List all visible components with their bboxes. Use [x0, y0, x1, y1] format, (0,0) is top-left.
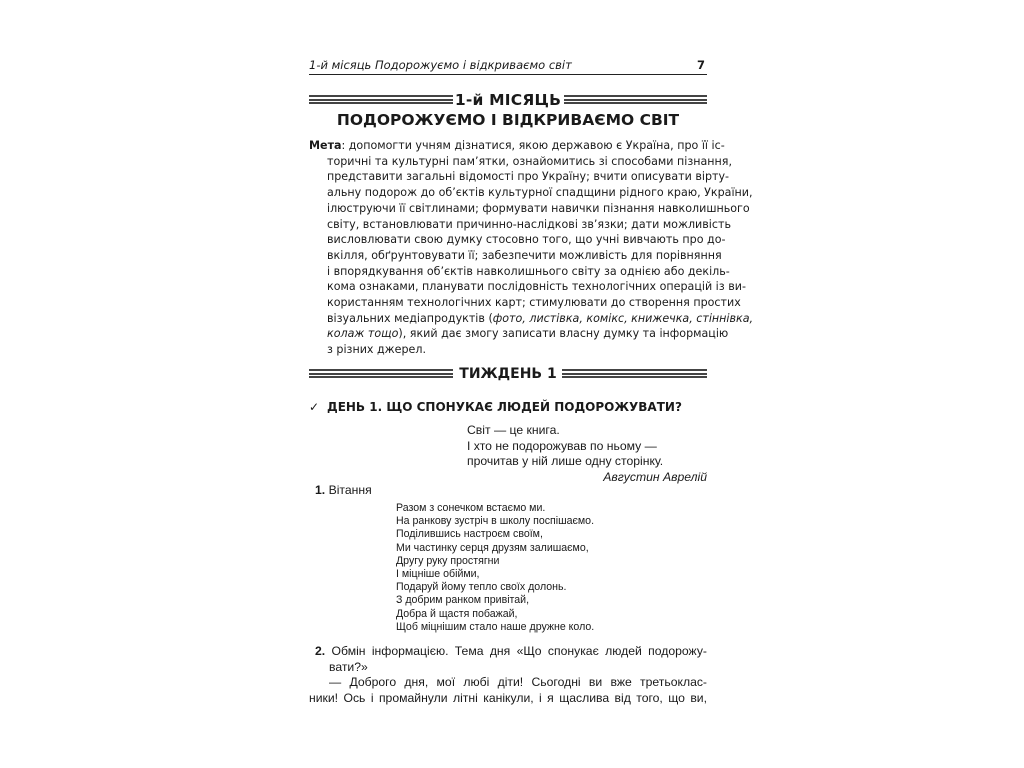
page-number: 7 — [696, 58, 705, 72]
info-line: вати?» — [329, 659, 368, 674]
poem-line: Подаруй йому тепло своїх долонь. — [396, 581, 567, 594]
poem-line: Ми частинку серця друзям залишаємо, — [396, 541, 589, 554]
epigraph — [467, 423, 707, 485]
poem-line: І міцніше обійми, — [396, 568, 480, 581]
checkmark-icon: ✓ — [309, 400, 320, 414]
goal-line: висловлювати свою думку стосовно того, що учні вивчають про до- — [327, 233, 726, 247]
info-line: Обмін інформацією. Тема дня «Що спонукає людей подорожу- — [331, 644, 707, 658]
poem-line: Щоб міцнішим стало наше дружне коло. — [396, 620, 595, 633]
goal-line: торичні та культурні пам’ятки, ознайомитись зі способами пізнання, — [327, 154, 732, 168]
goal-line: користанням технологічних карт; стимулювати до створення простих — [327, 296, 741, 310]
day-title: ДЕНЬ 1. ЩО СПОНУКАЄ ЛЮДЕЙ ПОДОРОЖУВАТИ? — [327, 400, 682, 414]
month-subtitle: ПОДОРОЖУЄМО І ВІДКРИВАЄМО СВІТ — [336, 111, 680, 129]
item-label: Вітання — [328, 483, 372, 497]
goal-line: кома ознаками, планувати послідовність технологічних операцій із ви- — [327, 280, 746, 294]
goal-label: Мета — [309, 139, 342, 152]
item-greeting — [315, 483, 372, 498]
goal-paragraph — [309, 138, 754, 358]
poem-line: Разом з сонечком встаємо ми. — [396, 502, 546, 514]
week-title: ТИЖДЕНЬ 1 — [459, 366, 557, 382]
goal-line: представити загальні відомості про Україну; вчити описувати вірту- — [327, 170, 730, 184]
item-number: 2. — [315, 644, 326, 658]
poem-line: Другу руку простягни — [396, 554, 500, 567]
epigraph-line: І хто не подорожував по ньому — — [467, 438, 657, 453]
info-line: ники! Ось і промайнули літні канікули, і я щаслива від того, що ви, — [309, 690, 707, 705]
goal-line: ілюструючи її світлинами; формувати навички пізнання навколишнього — [327, 201, 750, 215]
poem-line: Поділившись настроєм своїм, — [396, 528, 543, 541]
poem-line: Добра й щастя побажай, — [396, 607, 518, 620]
epigraph-line: Світ — це книга. — [467, 423, 560, 437]
poem-line: На ранкову зустріч в школу поспішаємо. — [396, 515, 595, 528]
goal-line: вкілля, обґрунтовувати її; забезпечити можливість для порівняння — [327, 248, 722, 262]
poem-line: З добрим ранком привітай, — [396, 594, 530, 607]
day-heading — [309, 399, 707, 415]
goal-line: світу, встановлювати причинно-наслідкові зв’язки; дати можливість — [327, 217, 731, 231]
epigraph-author: Августин Аврелій — [603, 469, 707, 484]
goal-line: з різних джерел. — [327, 343, 426, 357]
info-line: — Доброго дня, мої любі діти! Сьогодні ви вже третьоклас- — [329, 675, 707, 690]
running-header — [309, 57, 707, 75]
goal-line: : допомогти учням дізнатися, якою державою є Україна, про її іс- — [341, 139, 725, 152]
goal-line: візуальних медіапродуктів ( — [327, 311, 493, 325]
running-title: 1-й місяць Подорожуємо і відкриваємо світ — [309, 58, 572, 72]
goal-italic-list: фото, листівка, комікс, книжечка, стіннівка, — [492, 311, 754, 325]
goal-line: ), який дає змогу записати власну думку та інформацію — [398, 327, 729, 341]
goal-italic-tail: колаж тощо — [327, 327, 399, 341]
goal-line: альну подорож до об’єктів культурної спадщини рідного краю, України, — [327, 186, 753, 200]
poem — [396, 502, 696, 634]
goal-line: і впорядкування об’єктів навколишнього світу за однією або декіль- — [327, 264, 730, 278]
epigraph-line: прочитав у ній лише одну сторінку. — [467, 454, 664, 468]
month-title: 1-й МІСЯЦЬ — [454, 91, 562, 109]
item-number: 1. — [315, 483, 326, 497]
item-info-exchange — [309, 644, 707, 706]
